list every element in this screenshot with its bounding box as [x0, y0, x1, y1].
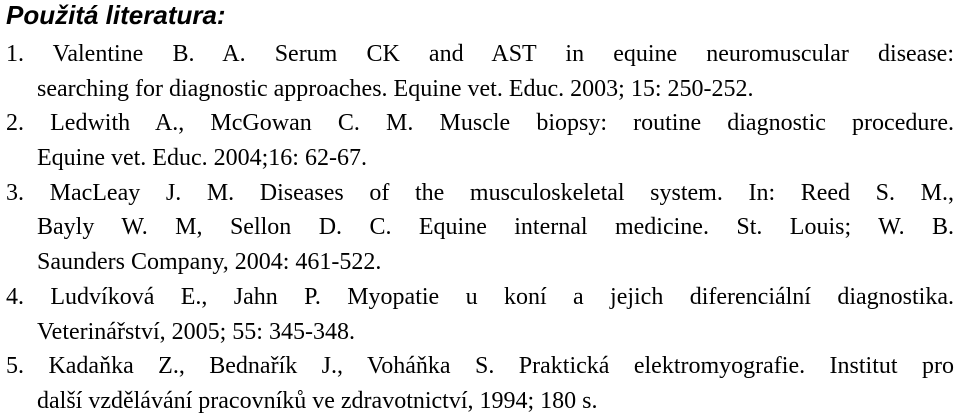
reference-item-2: [6, 106, 954, 175]
reference-line: 2. Ledwith A., McGowan C. M. Muscle biopsy: routine diagnostic procedure.: [6, 110, 954, 137]
page-heading: Použitá literatura:: [6, 0, 226, 30]
reference-line: Bayly W. M, Sellon D. C. Equine internal medicine. St. Louis; W. B.: [37, 214, 954, 241]
reference-line: 1. Valentine B. A. Serum CK and AST in equine neuromuscular disease:: [6, 41, 954, 67]
reference-line: Saunders Company, 2004: 461-522.: [37, 249, 382, 276]
reference-line: 4. Ludvíková E., Jahn P. Myopatie u koní a jejich diferenciální diagnostika.: [6, 283, 954, 310]
reference-line: 3. MacLeay J. M. Diseases of the musculoskeletal system. In: Reed S. M.,: [6, 179, 954, 206]
reference-line: searching for diagnostic approaches. Equine vet. Educ. 2003; 15: 250-252.: [37, 75, 754, 102]
reference-line: Equine vet. Educ. 2004;16: 62-67.: [37, 145, 367, 172]
reference-line: 5. Kadaňka Z., Bednařík J., Voháňka S. Praktická elektromyografie. Institut pro: [6, 353, 954, 380]
reference-list: [6, 37, 954, 419]
reference-item-1: [6, 37, 954, 106]
reference-item-4: [6, 280, 954, 349]
reference-line: Veterinářství, 2005; 55: 345-348.: [37, 318, 355, 345]
reference-item-3: [6, 176, 954, 280]
reference-item-5: [6, 349, 954, 418]
reference-line: další vzdělávání pracovníků ve zdravotnictví, 1994; 180 s.: [37, 387, 598, 414]
